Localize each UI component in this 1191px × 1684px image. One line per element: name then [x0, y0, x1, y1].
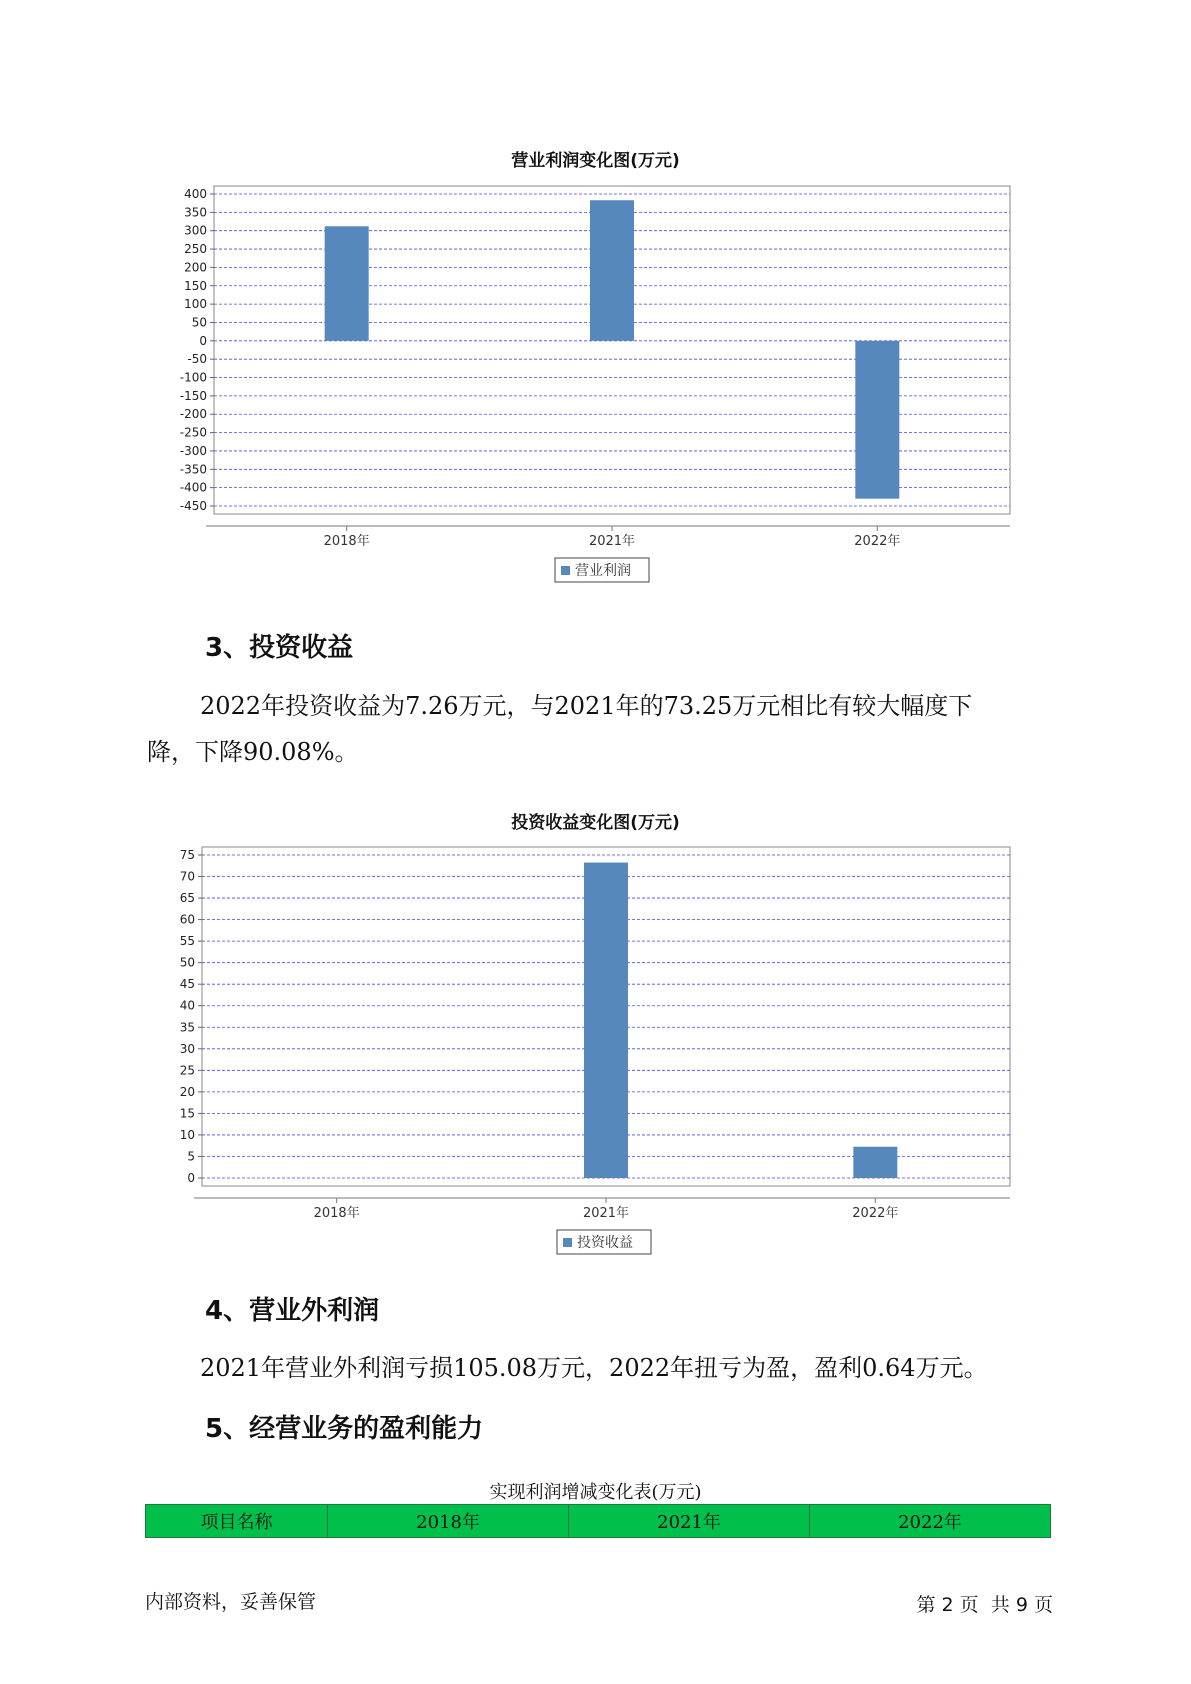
x-tick-label: 2018年	[323, 534, 370, 549]
y-tick-label: -300	[179, 443, 207, 458]
chart-title-investment-income: 投资收益变化图(万元)	[511, 813, 680, 833]
y-tick-label: 15	[179, 1106, 195, 1121]
y-tick-label: 0	[199, 333, 207, 348]
x-tick-label: 2022年	[854, 534, 901, 549]
page-current: 2	[941, 1594, 954, 1616]
legend-swatch	[561, 566, 570, 575]
y-tick-label: 60	[179, 912, 195, 927]
page-word: 第	[916, 1594, 936, 1616]
y-tick-label: 350	[184, 205, 207, 220]
y-tick-label: 20	[179, 1084, 195, 1099]
bar-2022年	[855, 341, 899, 499]
y-tick-label: 250	[184, 242, 207, 257]
x-tick-label: 2021年	[582, 1206, 630, 1221]
legend-label: 营业利润	[575, 563, 631, 579]
x-tick-label: 2022年	[852, 1206, 899, 1221]
table-header-cell: 2018年	[328, 1505, 569, 1538]
y-tick-label: -200	[179, 407, 207, 422]
y-tick-label: 150	[184, 278, 207, 293]
y-tick-label: 75	[179, 848, 195, 862]
y-tick-label: 25	[179, 1063, 195, 1078]
x-tick-label: 2018年	[313, 1206, 360, 1221]
table-header-cell: 2022年	[810, 1505, 1051, 1538]
table-header-cell: 项目名称	[146, 1505, 328, 1538]
bar-2021年	[584, 863, 628, 1178]
y-tick-label: 5	[187, 1149, 195, 1164]
y-tick-label: 0	[187, 1171, 195, 1185]
footer-page-number	[893, 1590, 1053, 1617]
y-tick-label: 35	[179, 1020, 195, 1035]
non-operating-paragraph-text: 2021年营业外利润亏损105.08万元，2022年扭亏为盈，盈利0.64万元。	[200, 1354, 988, 1382]
y-tick-label: 200	[184, 260, 207, 275]
y-tick-label: 45	[179, 977, 195, 992]
table-header-cell: 2021年	[569, 1505, 810, 1538]
non-operating-paragraph	[147, 1345, 1057, 1391]
investment-paragraph	[147, 683, 1057, 775]
legend-label: 投资收益	[577, 1235, 633, 1251]
section-heading-investment: 3、投资收益	[205, 633, 354, 663]
y-tick-label: 50	[191, 315, 207, 330]
y-tick-label: -100	[179, 370, 207, 385]
page-word: 页	[959, 1594, 979, 1616]
y-tick-label: 400	[184, 187, 207, 201]
page-word: 页	[1033, 1594, 1053, 1616]
operating-profit-chart	[150, 180, 1050, 600]
y-tick-label: -400	[179, 480, 207, 495]
y-tick-label: 300	[184, 223, 207, 238]
table-header-row	[146, 1505, 1051, 1538]
section-heading-non-operating: 4、营业外利润	[205, 1296, 380, 1326]
x-tick-label: 2021年	[588, 534, 636, 549]
profit-change-table	[145, 1504, 1051, 1538]
bar-2018年	[325, 226, 369, 341]
y-tick-label: -150	[179, 388, 207, 403]
investment-paragraph-line2: 降，下降90.08%。	[147, 738, 359, 766]
y-tick-label: -50	[187, 352, 207, 367]
bar-2022年	[853, 1147, 897, 1178]
bar-2021年	[590, 200, 634, 341]
chart-title-operating-profit: 营业利润变化图(万元)	[511, 151, 680, 171]
section-heading-profitability: 5、经营业务的盈利能力	[205, 1414, 484, 1444]
y-tick-label: 55	[179, 934, 195, 949]
y-tick-label: -450	[179, 499, 207, 513]
y-tick-label: 40	[179, 998, 195, 1013]
y-tick-label: 100	[184, 297, 207, 312]
legend-swatch	[563, 1238, 572, 1247]
table-caption: 实现利润增减变化表(万元)	[489, 1482, 702, 1503]
footer-confidential-note: 内部资料，妥善保管	[145, 1591, 317, 1613]
y-tick-label: 70	[179, 869, 195, 884]
investment-paragraph-line1: 2022年投资收益为7.26万元，与2021年的73.25万元相比有较大幅度下	[200, 692, 973, 720]
page-total: 9	[1015, 1594, 1028, 1616]
y-tick-label: -250	[179, 425, 207, 440]
y-tick-label: 65	[179, 891, 195, 906]
y-tick-label: -350	[179, 462, 207, 477]
y-tick-label: 10	[179, 1127, 195, 1142]
page-total-word: 共	[990, 1594, 1010, 1616]
y-tick-label: 50	[179, 955, 195, 970]
y-tick-label: 30	[179, 1041, 195, 1056]
investment-income-chart	[150, 840, 1050, 1260]
